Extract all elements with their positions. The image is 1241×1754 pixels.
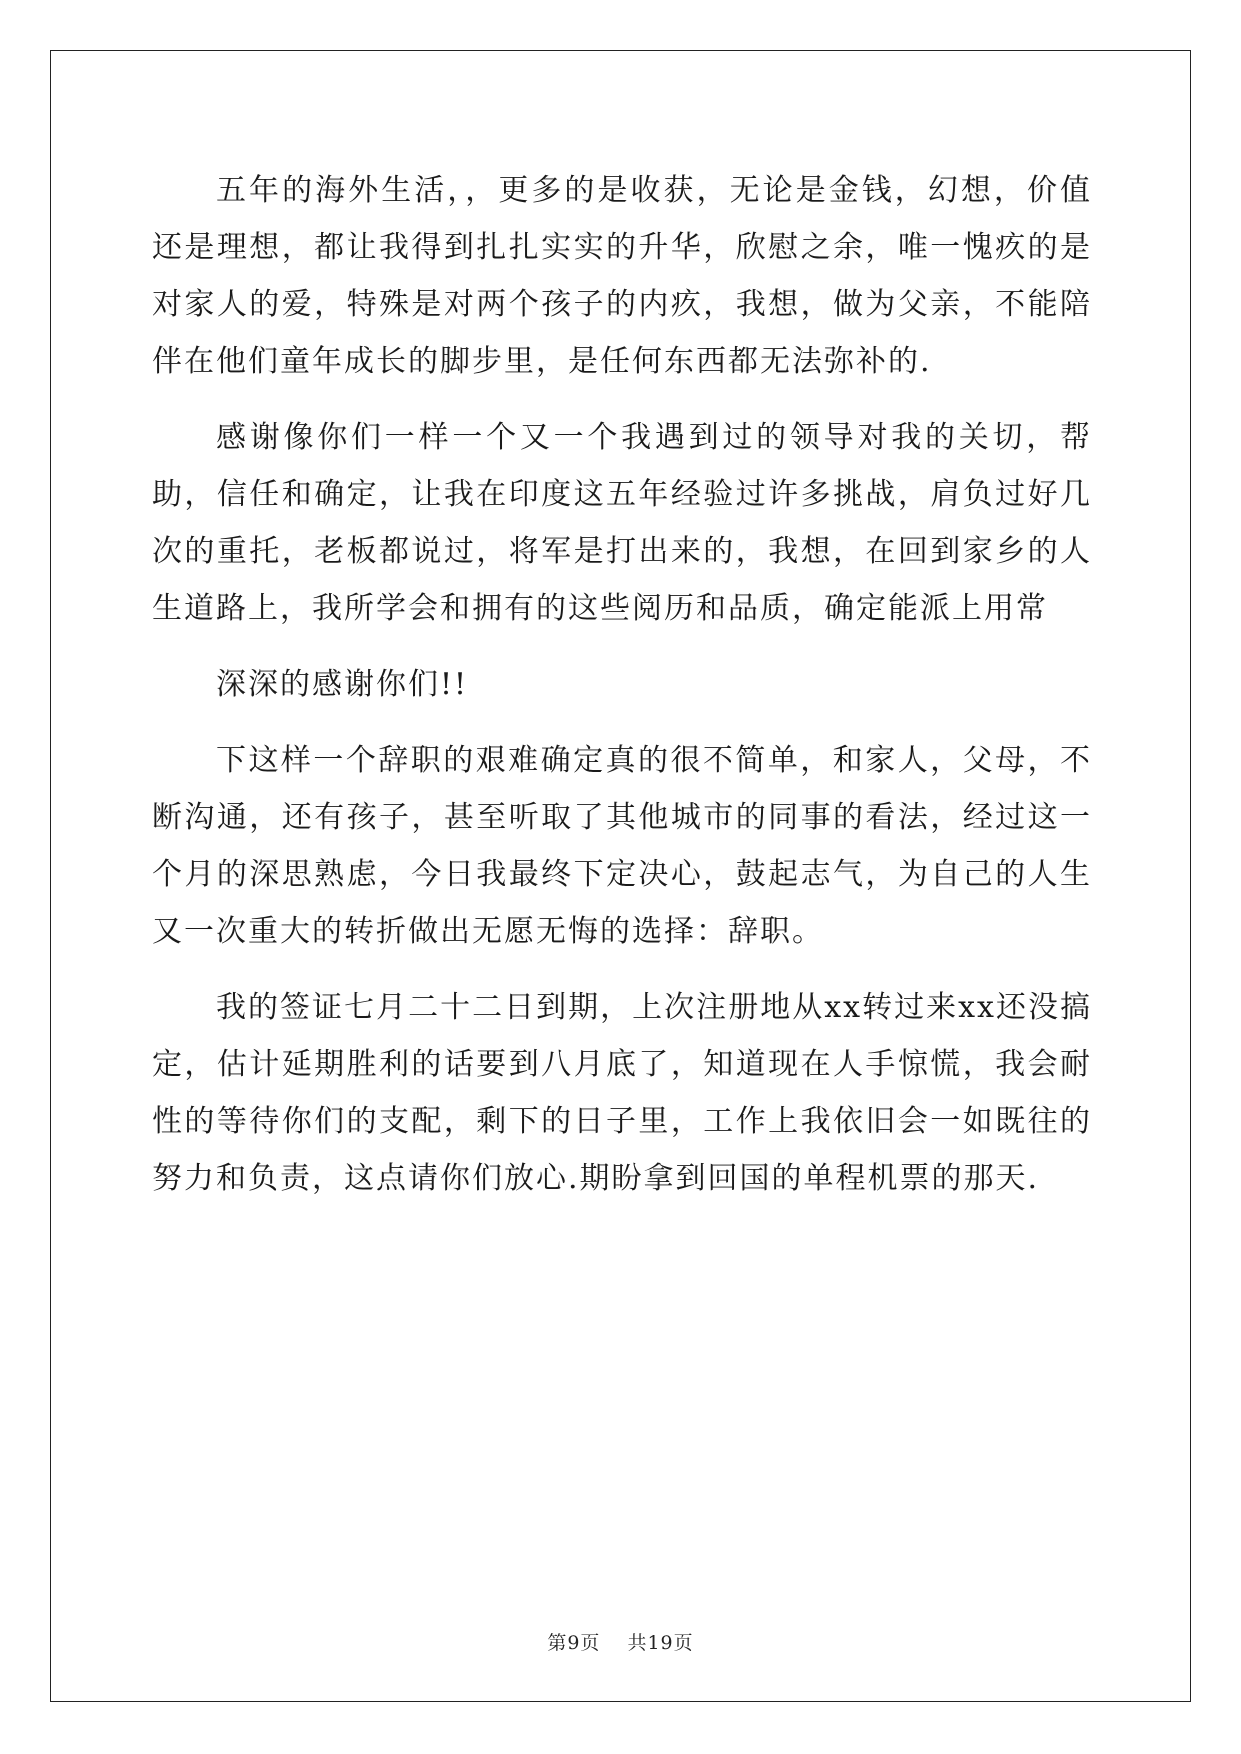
paragraph: 下这样一个辞职的艰难确定真的很不简单，和家人，父母，不断沟通，还有孩子，甚至听取了其他城市的同事的看法，经过这一个月的深思熟虑，今日我最终下定决心，鼓起志气，为自己的人生又一次重大的转折做出无愿无悔的选择：辞职。 xyxy=(152,743,1092,949)
paragraph: 感谢像你们一样一个又一个我遇到过的领导对我的关切，帮助，信任和确定，让我在印度这五年经验过许多挑战，肩负过好几次的重托，老板都说过，将军是打出来的，我想，在回到家乡的人生道路上，我所学会和拥有的这些阅历和品质，确定能派上用常 xyxy=(152,420,1092,626)
page-footer xyxy=(0,1628,1241,1655)
page-total: 共19页 xyxy=(627,1632,694,1654)
paragraph: 我的签证七月二十二日到期，上次注册地从xx转过来xx还没搞定，估计延期胜利的话要到八月底了，知道现在人手惊慌，我会耐性的等待你们的支配，剩下的日子里，工作上我依旧会一如既往的努力和负责，这点请你们放心.期盼拿到回国的单程机票的那天. xyxy=(152,990,1092,1196)
paragraph: 深深的感谢你们!! xyxy=(216,667,469,702)
paragraph: 五年的海外生活，，更多的是收获，无论是金钱，幻想，价值还是理想，都让我得到扎扎实实的升华，欣慰之余，唯一愧疚的是对家人的爱，特殊是对两个孩子的内疚，我想，做为父亲，不能陪伴在他们童年成长的脚步里，是任何东西都无法弥补的. xyxy=(152,173,1092,379)
page-number: 第9页 xyxy=(547,1632,601,1654)
document-body xyxy=(152,162,1092,1207)
